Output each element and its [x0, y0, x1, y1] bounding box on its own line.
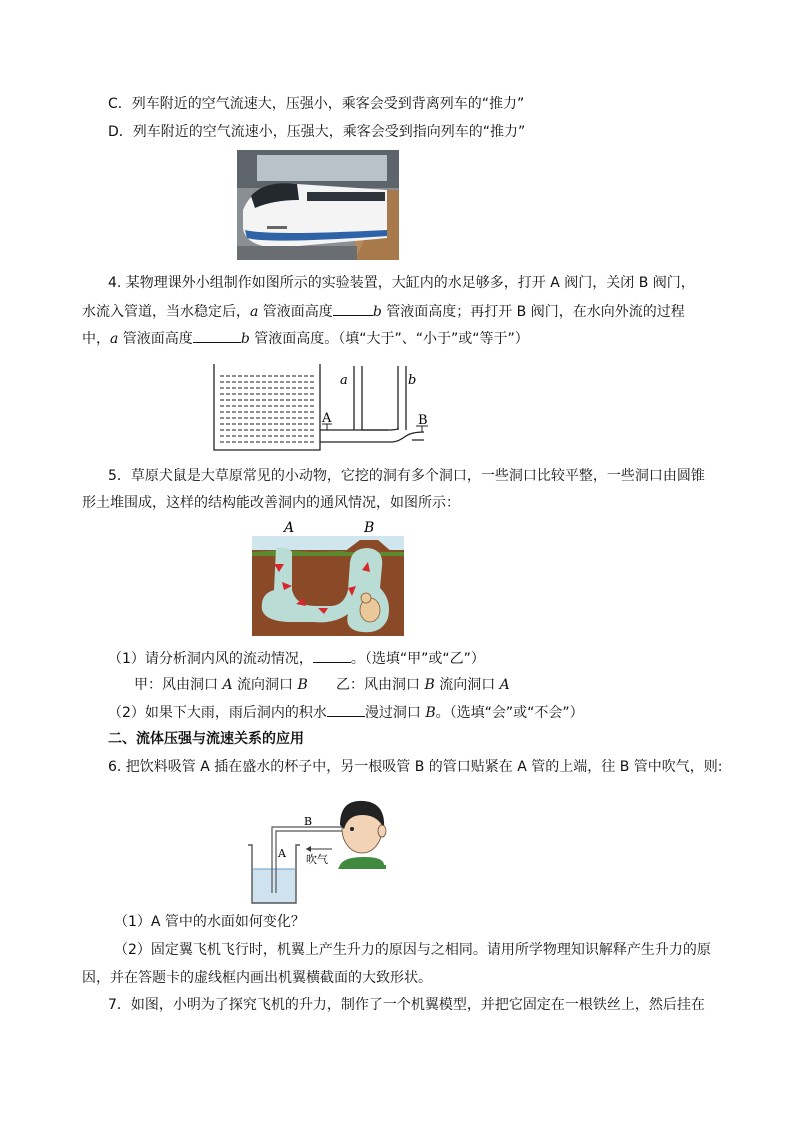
q3-option-d: D．列车附近的空气流速小，压强大，乘客会受到指向列车的“推力”	[108, 124, 526, 140]
answer-blank[interactable]	[327, 702, 365, 717]
q5-text: 甲：风由洞口	[134, 677, 223, 693]
q3-option-c: C．列车附近的空气流速大，压强小，乘客会受到背离列车的“推力”	[108, 96, 525, 112]
burrow-a-label: A	[284, 520, 295, 536]
hole-b: B	[425, 705, 436, 721]
q5-line-2: 形土堆围成，这样的结构能改善洞内的通风情况，如图所示：	[82, 495, 460, 511]
answer-blank[interactable]	[313, 648, 351, 663]
q4-var-b: b	[372, 304, 382, 320]
tube-a-label: a	[340, 373, 348, 388]
water-tank-diagram	[212, 362, 442, 454]
q6-line-1: 6. 把饮料吸管 A 插在盛水的杯子中，另一根吸管 B 的管口贴紧在 A 管的上端，往 B 管中吹气，则:	[108, 759, 723, 775]
hole-a: A	[499, 677, 510, 693]
train-photo	[237, 150, 399, 260]
q5-sub-1	[108, 648, 485, 669]
q5-text: 。（选填“甲”或“乙”）	[350, 651, 485, 667]
q5-text: 流向洞口	[232, 677, 298, 693]
q4-line-3	[82, 328, 529, 349]
hole-b: B	[297, 677, 308, 693]
q4-text: 管液面高度。（填“大于”、“小于”或“等于”）	[249, 331, 529, 347]
straw-a-label: A	[278, 847, 286, 860]
q4-var-a: a	[250, 304, 259, 320]
q7-line-1: 7．如图，小明为了探究飞机的升力，制作了一个机翼模型，并把它固定在一根铁丝上，然后挂在	[108, 997, 705, 1013]
q5-text: （2）如果下大雨，雨后洞内的积水	[108, 705, 327, 721]
straw-b-label: B	[304, 815, 313, 828]
q5-text: 流向洞口	[434, 677, 500, 693]
tube-b-label: b	[408, 373, 417, 388]
q5-line-1: 5．草原犬鼠是大草原常见的小动物，它挖的洞有多个洞口，一些洞口比较平整，一些洞口由圆锥	[108, 468, 705, 484]
q4-line-2	[82, 301, 685, 322]
q5-option-yi	[336, 675, 510, 695]
q4-text: 管液面高度	[118, 331, 193, 347]
hole-b: B	[424, 677, 435, 693]
q4-text: 中，	[82, 331, 110, 347]
q6-sub-1: （1）A 管中的水面如何变化？	[114, 914, 305, 930]
q5-sub-2	[108, 702, 584, 723]
section-2-title: 二、流体压强与流速关系的应用	[108, 731, 304, 747]
burrow-diagram	[252, 518, 404, 636]
q4-line-1: 4. 某物理课外小组制作如图所示的实验装置，大缸内的水足够多，打开 A 阀门，关闭 B 阀门，	[108, 275, 695, 291]
q5-text: （1）请分析洞内风的流动情况，	[108, 651, 313, 667]
straw-experiment-diagram	[244, 785, 390, 907]
q6-sub-2-line-1: （2）固定翼飞机飞行时，机翼上产生升力的原因与之相同。请用所学物理知识解释产生升力的原	[114, 942, 711, 958]
q5-text: 乙：风由洞口	[336, 677, 425, 693]
q4-var-a: a	[110, 331, 119, 347]
q4-text: 管液面高度；再打开 B 阀门，在水向外流的过程	[381, 304, 685, 320]
answer-blank[interactable]	[193, 328, 241, 343]
q4-text: 管液面高度	[258, 304, 333, 320]
q5-text: 。（选填“会”或“不会”）	[435, 705, 584, 721]
valve-b-label: B	[418, 413, 428, 428]
burrow-b-label: B	[364, 520, 375, 536]
answer-blank[interactable]	[333, 301, 373, 316]
q4-var-b: b	[240, 331, 250, 347]
q4-text: 水流入管道，当水稳定后，	[82, 304, 250, 320]
blow-label: 吹气	[306, 853, 328, 866]
valve-a-label: A	[322, 411, 332, 426]
hole-a: A	[222, 677, 233, 693]
q6-sub-2-line-2: 因，并在答题卡的虚线框内画出机翼横截面的大致形状。	[82, 970, 432, 986]
q5-text: 漫过洞口	[364, 705, 426, 721]
q5-option-jia	[134, 675, 308, 695]
